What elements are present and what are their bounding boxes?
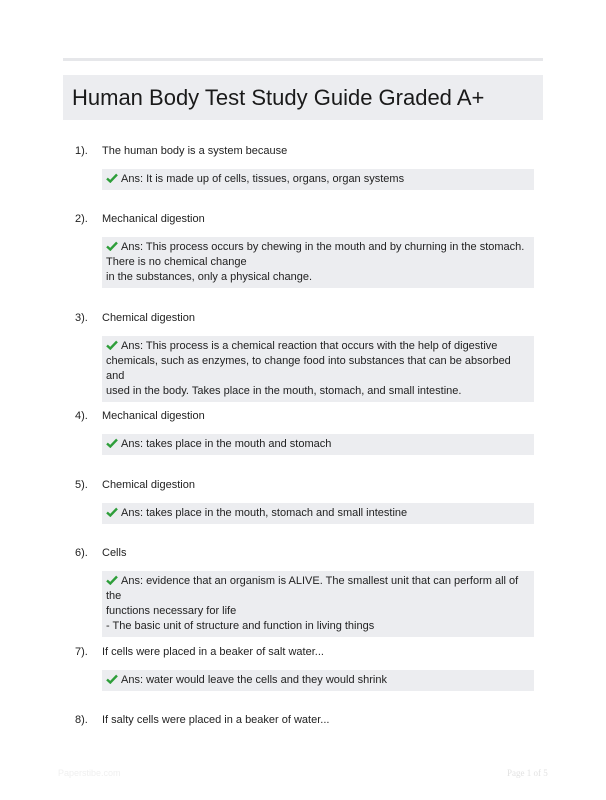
checkmark-icon xyxy=(106,340,118,350)
question-number: 7). xyxy=(75,646,88,658)
question-text: The human body is a system because xyxy=(102,145,288,157)
answer-text: Ans: takes place in the mouth, stomach and small intestine xyxy=(121,507,408,519)
question-text: Mechanical digestion xyxy=(102,213,205,225)
answer-text: There is no chemical change xyxy=(106,256,247,268)
answer-text: in the substances, only a physical change. xyxy=(106,271,313,283)
answer-box xyxy=(102,670,534,691)
answer-text: used in the body. Takes place in the mouth, stomach, and small intestine. xyxy=(106,385,462,397)
question-text: Chemical digestion xyxy=(102,312,195,324)
checkmark-icon xyxy=(106,674,118,684)
answer-text: Ans: It is made up of cells, tissues, organs, organ systems xyxy=(121,173,405,185)
page-title: Human Body Test Study Guide Graded A+ xyxy=(72,84,485,110)
answer-box xyxy=(102,169,534,190)
question-text: Cells xyxy=(102,547,127,559)
question-number: 2). xyxy=(75,213,88,225)
question-text: If salty cells were placed in a beaker of water... xyxy=(102,714,330,726)
answer-text: Ans: water would leave the cells and they would shrink xyxy=(121,674,387,686)
footer-watermark: Paperstibe.com xyxy=(58,768,121,778)
answer-text: functions necessary for life xyxy=(106,605,237,617)
checkmark-icon xyxy=(106,241,118,251)
answer-box xyxy=(102,336,534,402)
answer-box xyxy=(102,237,534,288)
answer-text: chemicals, such as enzymes, to change food into substances that can be absorbed and xyxy=(106,355,511,382)
answer-text: Ans: This process occurs by chewing in the mouth and by churning in the stomach. xyxy=(121,241,525,253)
answer-text: Ans: takes place in the mouth and stomach xyxy=(121,438,332,450)
question-number: 4). xyxy=(75,410,88,422)
answer-text: Ans: evidence that an organism is ALIVE. The smallest unit that can perform all of the xyxy=(106,575,519,602)
answer-box xyxy=(102,434,534,455)
question-number: 3). xyxy=(75,312,88,324)
question-text: Chemical digestion xyxy=(102,479,195,491)
answer-box xyxy=(102,571,534,637)
checkmark-icon xyxy=(106,173,118,183)
top-divider xyxy=(63,58,543,61)
answer-box xyxy=(102,503,534,524)
question-number: 6). xyxy=(75,547,88,559)
title-banner xyxy=(63,75,543,120)
checkmark-icon xyxy=(106,438,118,448)
question-text: Mechanical digestion xyxy=(102,410,205,422)
answer-text: Ans: This process is a chemical reaction that occurs with the help of digestive xyxy=(121,340,498,352)
question-text: If cells were placed in a beaker of salt water... xyxy=(102,646,324,658)
question-number: 8). xyxy=(75,714,88,726)
question-number: 5). xyxy=(75,479,88,491)
page-indicator: Page 1 of 5 xyxy=(507,768,548,778)
question-number: 1). xyxy=(75,145,88,157)
answer-text: - The basic unit of structure and function in living things xyxy=(106,620,375,632)
checkmark-icon xyxy=(106,507,118,517)
checkmark-icon xyxy=(106,575,118,585)
